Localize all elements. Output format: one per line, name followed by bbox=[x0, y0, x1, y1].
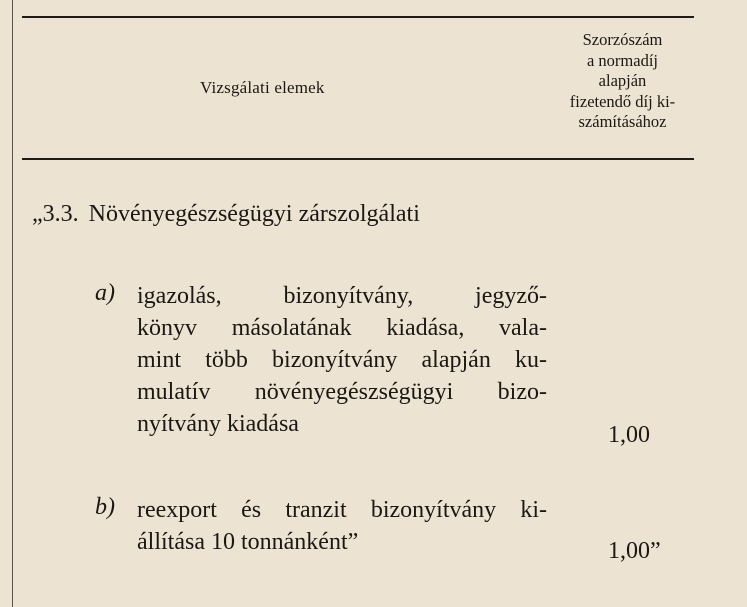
item-line: könyv másolatának kiadása, vala- bbox=[137, 315, 547, 341]
item-line: állítása 10 tonnánként” bbox=[137, 529, 359, 555]
section-title: Növényegészségügyi zárszolgálati bbox=[88, 201, 420, 227]
header-line: alapján bbox=[598, 71, 647, 90]
item-value-a: 1,00 bbox=[608, 422, 650, 448]
header-line: a normadíj bbox=[586, 50, 659, 70]
section-number: „3.3. bbox=[32, 201, 79, 227]
table-top-rule bbox=[22, 16, 694, 18]
item-line: reexport és tranzit bizonyítvány ki- bbox=[137, 497, 547, 523]
left-border-line bbox=[12, 0, 13, 607]
item-line: mulatív növényegészségügyi bizo- bbox=[137, 379, 547, 405]
item-line: mint több bizonyítvány alapján ku- bbox=[137, 347, 547, 373]
item-text-b bbox=[137, 494, 547, 558]
header-line: számításához bbox=[578, 112, 667, 131]
item-value-b: 1,00” bbox=[608, 538, 661, 564]
item-letter-b: b) bbox=[95, 494, 115, 520]
section-heading bbox=[32, 201, 420, 228]
header-line: fizetendő díj ki- bbox=[569, 91, 676, 111]
column-header-items: Vizsgálati elemek bbox=[200, 78, 325, 97]
column-header-multiplier bbox=[540, 30, 705, 133]
item-text-a bbox=[137, 280, 547, 440]
item-line: igazolás, bizonyítvány, jegyző- bbox=[137, 283, 547, 309]
table-header-rule bbox=[22, 158, 694, 160]
header-line: Szorzószám bbox=[582, 30, 663, 49]
item-letter-a: a) bbox=[95, 280, 115, 306]
item-line: nyítvány kiadása bbox=[137, 411, 299, 437]
